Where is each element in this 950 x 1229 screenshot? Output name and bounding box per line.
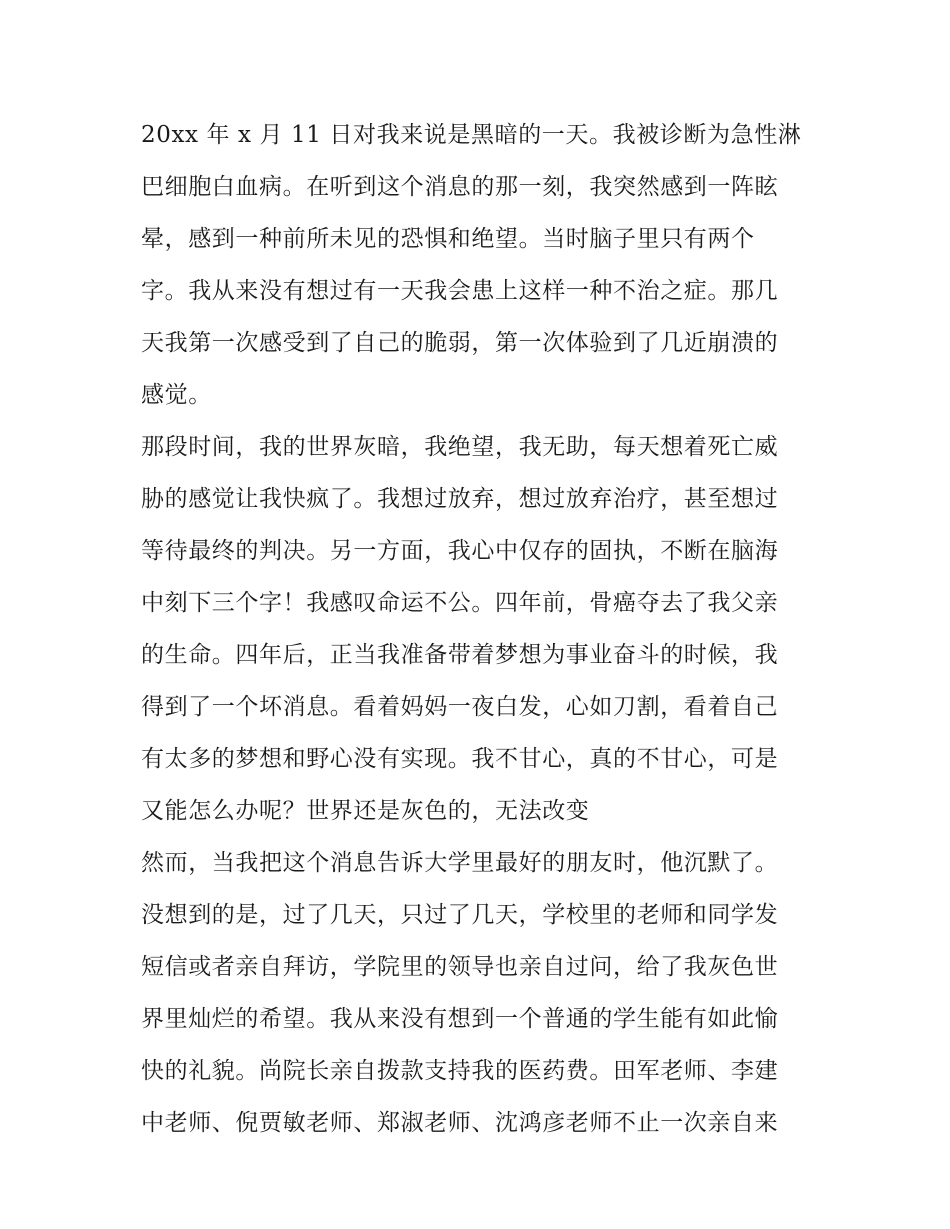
text-line: 然而，当我把这个消息告诉大学里最好的朋友时，他沉默了。 (141, 850, 779, 876)
text-line: 字。我从来没有想过有一天我会患上这样一种不治之症。那几 (141, 278, 779, 304)
text-line: 晕，感到一种前所未见的恐惧和绝望。当时脑子里只有两个 (141, 226, 755, 252)
text-line: 有太多的梦想和野心没有实现。我不甘心，真的不甘心，可是 (141, 746, 779, 772)
text-line: 胁的感觉让我快疯了。我想过放弃，想过放弃治疗，甚至想过 (141, 486, 779, 512)
text-line: 巴细胞白血病。在听到这个消息的那一刻，我突然感到一阵眩 (141, 174, 779, 200)
text-line: 那段时间，我的世界灰暗，我绝望，我无助，每天想着死亡威 (141, 434, 779, 460)
paragraph-2 (141, 421, 821, 837)
text-line: 又能怎么办呢？世界还是灰色的，无法改变 (141, 798, 590, 824)
text-line: 快的礼貌。尚院长亲自拨款支持我的医药费。田军老师、李建 (141, 1058, 779, 1084)
text-line: 中老师、倪贾敏老师、郑淑老师、沈鸿彦老师不止一次亲自来 (141, 1110, 779, 1136)
text-line: 短信或者亲自拜访，学院里的领导也亲自过问，给了我灰色世 (141, 954, 779, 980)
document-body (141, 109, 821, 1149)
text-line: 没想到的是，过了几天，只过了几天，学校里的老师和同学发 (141, 902, 779, 928)
text-line: 得到了一个坏消息。看着妈妈一夜白发，心如刀割，看着自己 (141, 694, 779, 720)
text-line: 界里灿烂的希望。我从来没有想到一个普通的学生能有如此愉 (141, 1006, 779, 1032)
text-line: 感觉。 (141, 382, 212, 408)
text-line: 的生命。四年后，正当我准备带着梦想为事业奋斗的时候，我 (141, 642, 779, 668)
text-line: 天我第一次感受到了自己的脆弱，第一次体验到了几近崩溃的 (141, 330, 779, 356)
text-line: 中刻下三个字！我感叹命运不公。四年前，骨癌夺去了我父亲 (141, 590, 779, 616)
text-line: 等待最终的判决。另一方面，我心中仅存的固执，不断在脑海 (141, 538, 779, 564)
paragraph-3 (141, 837, 821, 1149)
text-line: 20xx 年 x 月 11 日对我来说是黑暗的一天。我被诊断为急性淋 (141, 122, 802, 148)
paragraph-1 (141, 109, 821, 421)
